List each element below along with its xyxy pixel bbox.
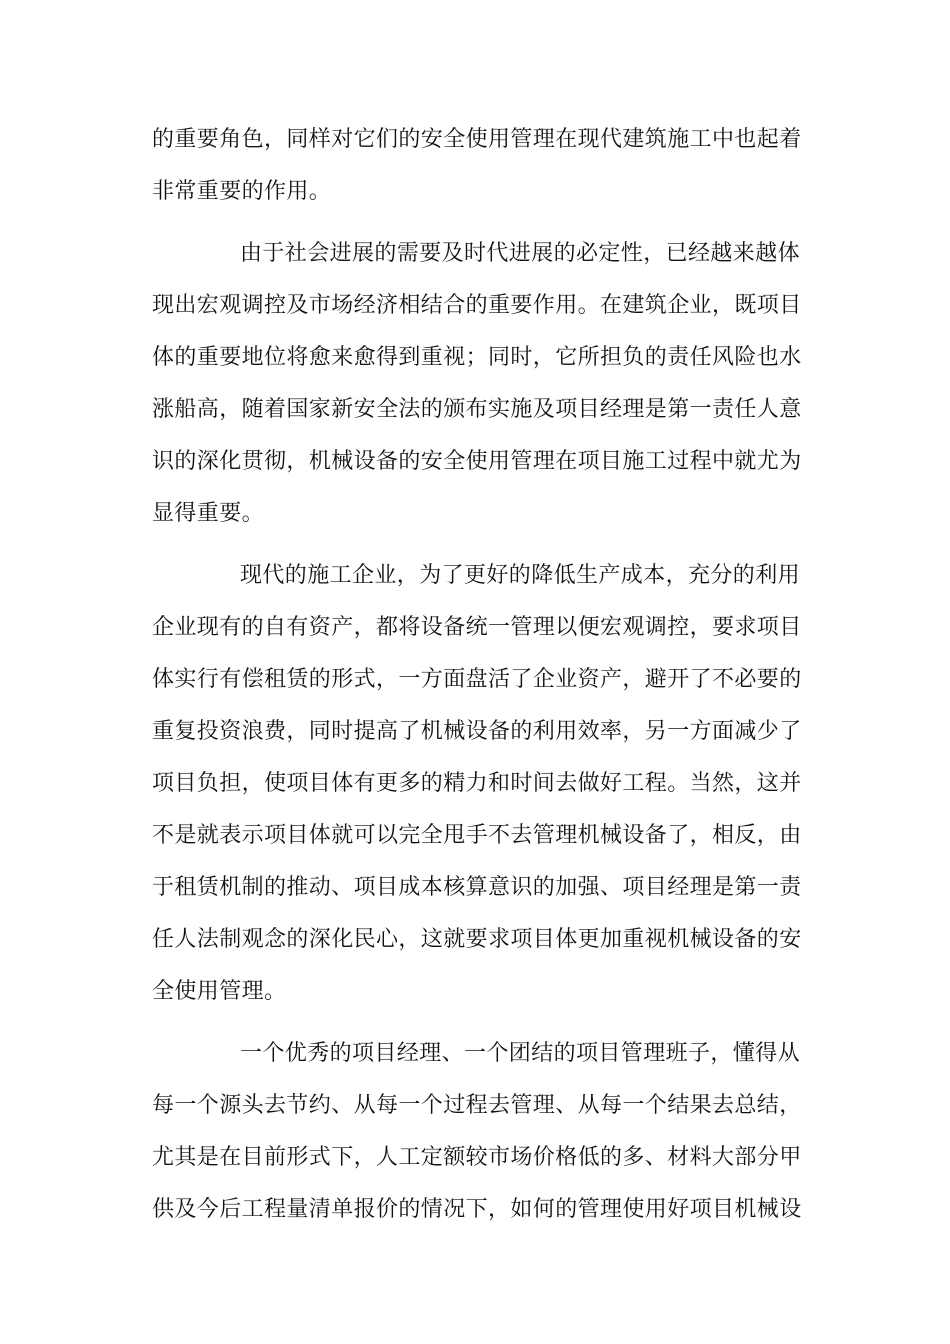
paragraph	[152, 228, 800, 540]
text-line: 一个优秀的项目经理、一个团结的项目管理班子，懂得从	[240, 1041, 801, 1066]
paragraph	[152, 1028, 800, 1236]
text-line: 企业现有的自有资产，都将设备统一管理以便宏观调控，要求项目	[152, 615, 802, 640]
text-line: 重复投资浪费，同时提高了机械设备的利用效率，另一方面减少了	[152, 719, 802, 744]
text-line: 由于社会进展的需要及时代进展的必定性，已经越来越体	[240, 241, 801, 266]
text-line: 的重要角色，同样对它们的安全使用管理在现代建筑施工中也起着	[152, 127, 802, 152]
text-line: 识的深化贯彻，机械设备的安全使用管理在项目施工过程中就尤为	[152, 449, 802, 474]
text-line: 涨船高，随着国家新安全法的颁布实施及项目经理是第一责任人意	[152, 397, 802, 422]
text-line: 任人法制观念的深化民心，这就要求项目体更加重视机械设备的安	[152, 927, 802, 952]
text-line: 全使用管理。	[152, 979, 287, 1004]
text-line: 现出宏观调控及市场经济相结合的重要作用。在建筑企业，既项目	[152, 293, 802, 318]
paragraph	[152, 114, 800, 218]
text-line: 现代的施工企业，为了更好的降低生产成本，充分的利用	[240, 563, 801, 588]
text-line: 每一个源头去节约、从每一个过程去管理、从每一个结果去总结，	[152, 1093, 802, 1118]
text-line: 体的重要地位将愈来愈得到重视；同时，它所担负的责任风险也水	[152, 345, 802, 370]
text-line: 尤其是在目前形式下，人工定额较市场价格低的多、材料大部分甲	[152, 1145, 802, 1170]
paragraph	[152, 550, 800, 1018]
body-text	[152, 114, 800, 1236]
text-line: 体实行有偿租赁的形式，一方面盘活了企业资产，避开了不必要的	[152, 667, 802, 692]
text-line: 不是就表示项目体就可以完全甩手不去管理机械设备了，相反，由	[152, 823, 802, 848]
text-line: 项目负担，使项目体有更多的精力和时间去做好工程。当然，这并	[152, 771, 802, 796]
text-line: 供及今后工程量清单报价的情况下，如何的管理使用好项目机械设	[152, 1197, 802, 1222]
text-line: 显得重要。	[152, 501, 265, 526]
text-line: 于租赁机制的推动、项目成本核算意识的加强、项目经理是第一责	[152, 875, 802, 900]
text-line: 非常重要的作用。	[152, 179, 332, 204]
